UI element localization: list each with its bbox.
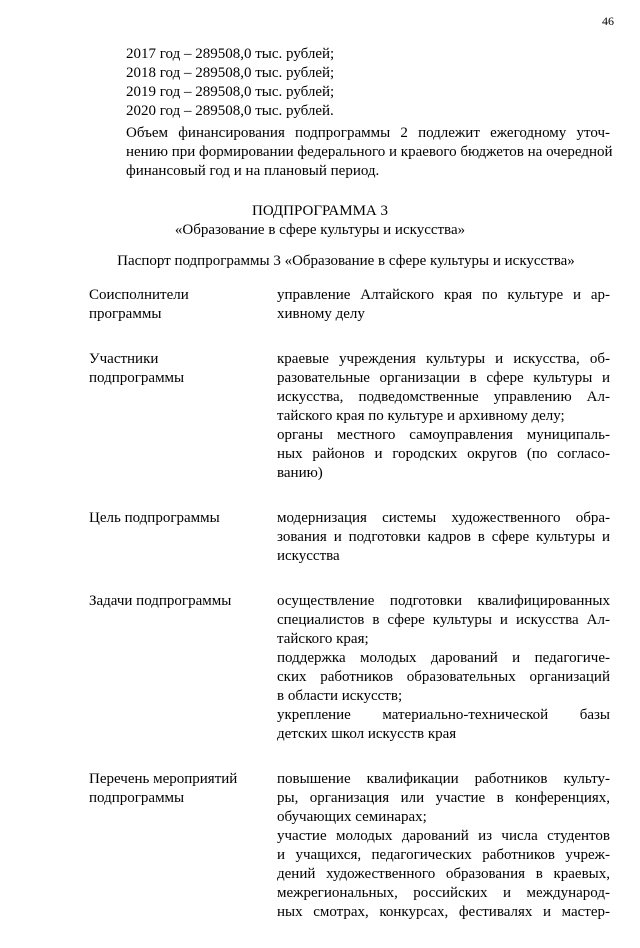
label-line: Задачи подпрограммы (89, 593, 232, 609)
row-value (277, 509, 610, 566)
section-subtitle: «Образование в сфере культуры и искусства» (174, 222, 466, 238)
passport-row-participants (89, 350, 610, 483)
value-line: органы местного самоуправления муниципаль- (277, 427, 610, 443)
label-line: подпрограммы (89, 790, 185, 806)
page-number: 46 (602, 14, 614, 28)
row-label (89, 592, 277, 744)
value-line: разовательные организации в сфере культуры и (277, 370, 610, 386)
value-line: управление Алтайского края по культуре и ар- (277, 287, 610, 303)
funding-year-list (126, 45, 334, 121)
value-line: детских школ искусств края (277, 726, 457, 742)
passport-row-co-executors (89, 286, 610, 324)
passport-table (89, 286, 610, 948)
section-title: ПОДПРОГРАММА 3 (251, 203, 389, 219)
value-line: зования и подготовки кадров в сфере культуры и (277, 529, 610, 545)
value-line: модернизация системы художественного обра- (277, 510, 610, 526)
value-line: ских работников образовательных организаций (277, 669, 610, 685)
value-line: искусства, подведомственные управлению Ал- (277, 389, 610, 405)
paragraph-line: нению при формировании федерального и краевого бюджетов на очередной (126, 144, 613, 160)
funding-year-line: 2018 год – 289508,0 тыс. рублей; (126, 65, 335, 81)
value-line: ванию) (277, 465, 323, 481)
value-line: дений художественного образования в краевых, (277, 866, 610, 882)
row-label (89, 286, 277, 324)
value-line: краевые учреждения культуры и искусства, об- (277, 351, 610, 367)
paragraph-line: финансовый год и на плановый период. (126, 163, 380, 179)
row-value (277, 592, 610, 744)
label-line: Цель подпрограммы (89, 510, 220, 526)
value-line: участие молодых дарований из числа студентов (277, 828, 610, 844)
value-line: межрегиональных, российских и международ- (277, 885, 610, 901)
row-label (89, 770, 277, 922)
funding-year-line: 2017 год – 289508,0 тыс. рублей; (126, 46, 335, 62)
value-line: обучающих семинарах; (277, 809, 427, 825)
value-line: ры, организация или участие в конференциях, (277, 790, 610, 806)
paragraph-line: Объем финансирования подпрограммы 2 подлежит ежегодному уточ- (126, 125, 610, 141)
value-line: ных смотрах, конкурсах, фестивалях и мастер- (277, 904, 610, 920)
row-value (277, 350, 610, 483)
row-value (277, 286, 610, 324)
funding-year-line: 2019 год – 289508,0 тыс. рублей; (126, 84, 335, 100)
row-label (89, 509, 277, 566)
value-line: тайского края; (277, 631, 369, 647)
label-line: Участники (89, 351, 159, 367)
passport-row-goal (89, 509, 610, 566)
value-line: осуществление подготовки квалифицированных (277, 593, 610, 609)
value-line: ных районов и городских округов (по согласо- (277, 446, 610, 462)
value-line: тайского края по культуре и архивному делу; (277, 408, 565, 424)
passport-row-tasks (89, 592, 610, 744)
passport-row-activities (89, 770, 610, 922)
value-line: укрепление материально-технической базы (277, 707, 610, 723)
funding-year-line: 2020 год – 289508,0 тыс. рублей. (126, 103, 334, 119)
label-line: подпрограммы (89, 370, 185, 386)
value-line: и учащихся, педагогических работников учреж- (277, 847, 610, 863)
row-label (89, 350, 277, 483)
passport-title: Паспорт подпрограммы 3 «Образование в сфере культуры и искусства» (117, 253, 575, 269)
value-line: повышение квалификации работников культу- (277, 771, 610, 787)
value-line: хивному делу (277, 306, 365, 322)
value-line: в области искусств; (277, 688, 403, 704)
label-line: Соисполнители (89, 287, 189, 303)
value-line: поддержка молодых дарований и педагогиче- (277, 650, 610, 666)
label-line: программы (89, 306, 162, 322)
value-line: специалистов в сфере культуры и искусства Ал- (277, 612, 610, 628)
row-value (277, 770, 610, 922)
label-line: Перечень мероприятий (89, 771, 238, 787)
funding-note-paragraph (89, 124, 613, 181)
value-line: искусства (277, 548, 340, 564)
